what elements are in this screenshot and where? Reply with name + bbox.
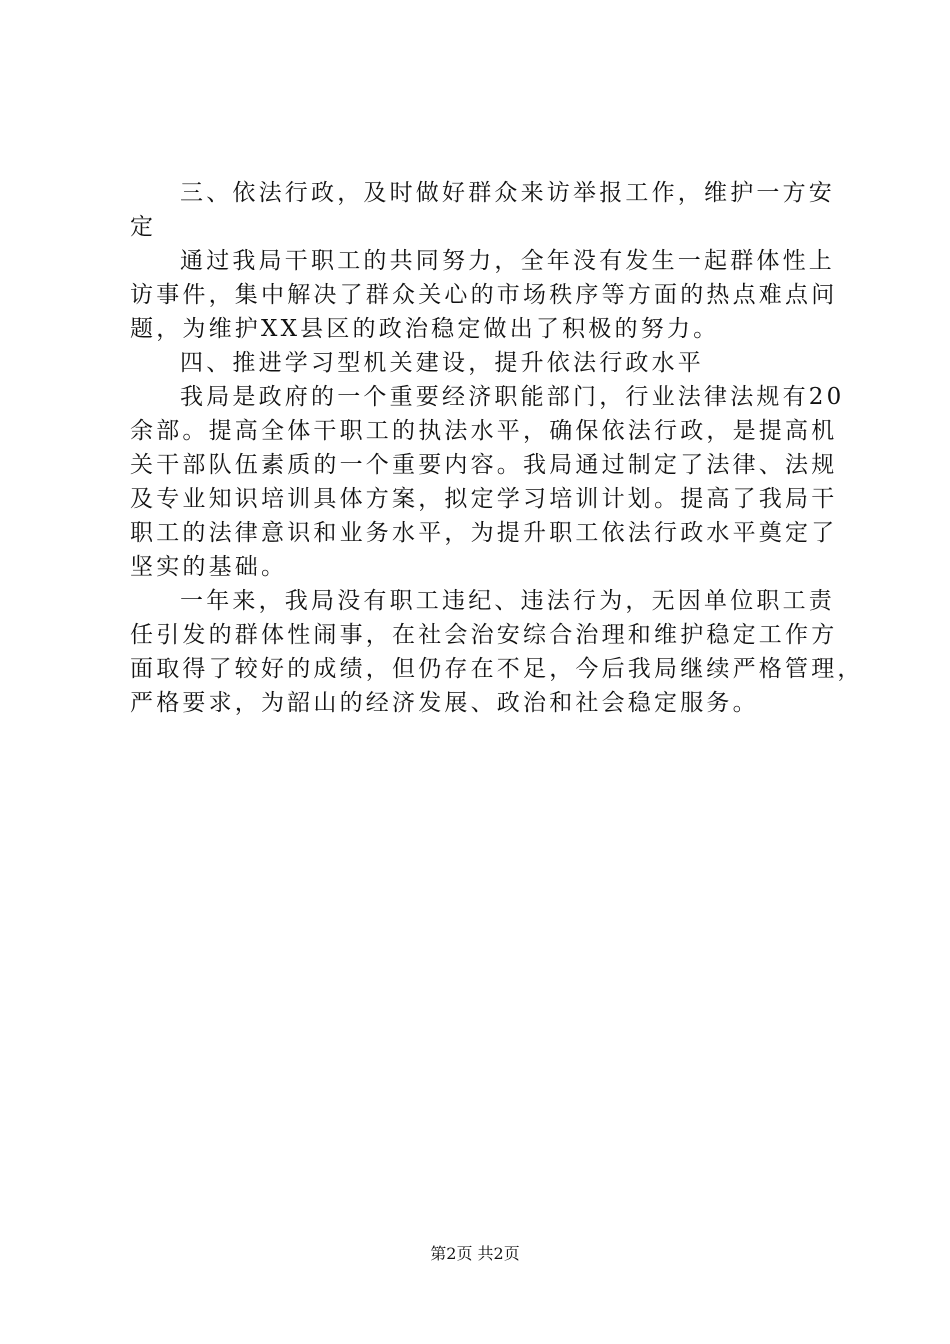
paragraph-line: 坚实的基础。 bbox=[130, 554, 288, 580]
paragraph-line: 通过我局干职工的共同努力，全年没有发生一起群体性上 bbox=[180, 248, 835, 274]
page-footer: 第2页 共2页 bbox=[430, 1244, 520, 1263]
paragraph-line: 余部。提高全体干职工的执法水平，确保依法行政，是提高机 bbox=[130, 418, 838, 444]
paragraph-line: 严格要求，为韶山的经济发展、政治和社会稳定服务。 bbox=[130, 690, 759, 716]
paragraph-line: 题，为维护XX县区的政治稳定做出了积极的努力。 bbox=[130, 316, 720, 342]
paragraph-line: 职工的法律意识和业务水平，为提升职工依法行政水平奠定了 bbox=[130, 520, 838, 546]
paragraph-line: 访事件，集中解决了群众关心的市场秩序等方面的热点难点问 bbox=[130, 282, 838, 308]
section-heading-4: 四、推进学习型机关建设，提升依法行政水平 bbox=[180, 350, 704, 376]
paragraph-line: 我局是政府的一个重要经济职能部门，行业法律法规有20 bbox=[180, 384, 845, 410]
paragraph-line: 关干部队伍素质的一个重要内容。我局通过制定了法律、法规 bbox=[130, 452, 838, 478]
document-body bbox=[130, 176, 864, 720]
paragraph-line: 面取得了较好的成绩，但仍存在不足，今后我局继续严格管理， bbox=[130, 656, 864, 682]
paragraph-line: 任引发的群体性闹事，在社会治安综合治理和维护稳定工作方 bbox=[130, 622, 838, 648]
paragraph-line: 一年来，我局没有职工违纪、违法行为，无因单位职工责 bbox=[180, 588, 835, 614]
section-heading-3: 三、依法行政，及时做好群众来访举报工作，维护一方安 bbox=[180, 180, 835, 206]
section-heading-3-cont: 定 bbox=[130, 214, 157, 240]
paragraph-line: 及专业知识培训具体方案，拟定学习培训计划。提高了我局干 bbox=[130, 486, 838, 512]
